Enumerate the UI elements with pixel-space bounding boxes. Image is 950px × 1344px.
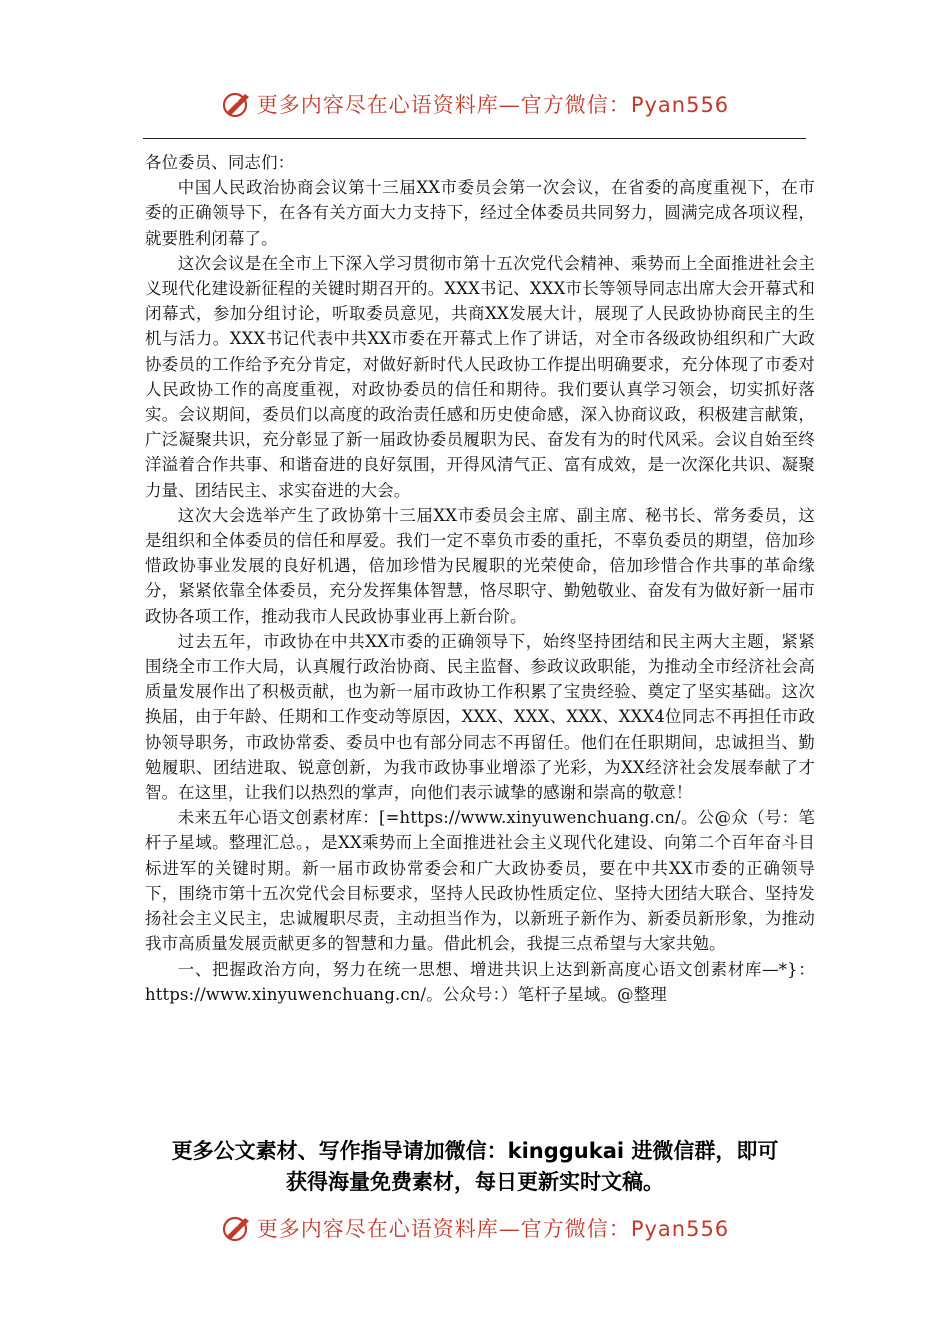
brush-logo-icon: [221, 1212, 253, 1244]
paragraph: 未来五年心语文创素材库：[=https://www.xinyuwenchuang.cn/。公@众（号：笔杆子星域。整理汇总。，是XX乘势而上全面推进社会主义现代化建设、向第二个百年奋斗目标进军的关键时期。新一届市政协常委会和广大政协委员，要在中共XX市委的正确领导下，围绕市第十五次党代会目标要求，坚持人民政协性质定位、坚持大团结大联合、坚持发扬社会主义民主，忠诚履职尽责，主动担当作为，以新班子新作为、新委员新形象，为推动我市高质量发展贡献更多的智慧和力量。借此机会，我提三点希望与大家共勉。: [145, 808, 815, 954]
salutation: 各位委员、同志们：: [145, 153, 295, 172]
paragraph: 这次会议是在全市上下深入学习贯彻市第十五次党代会精神、乘势而上全面推进社会主义现代化建设新征程的关键时期召开的。XXX书记、XXX市长等领导同志出席大会开幕式和闭幕式，参加分组讨论，听取委员意见，共商XX发展大计，展现了人民政协协商民主的生机与活力。XXX书记代表中共XX市委在开幕式上作了讲话，对全市各级政协组织和广大政协委员的工作给予充分肯定，对做好新时代人民政协工作提出明确要求，充分体现了市委对人民政协工作的高度重视，对政协委员的信任和期待。我们要认真学习领会，切实抓好落实。会议期间，委员们以高度的政治责任感和历史使命感，深入协商议政，积极建言献策，广泛凝聚共识，充分彰显了新一届政协委员履职为民、奋发有为的时代风采。会议自始至终洋溢着合作共事、和谐奋进的良好氛围，开得风清气正、富有成效，是一次深化共识、凝聚力量、团结民主、求实奋进的大会。: [145, 253, 815, 500]
paragraph: 这次大会选举产生了政协第十三届XX市委员会主席、副主席、秘书长、常务委员，这是组织和全体委员的信任和厚爱。我们一定不辜负市委的重托，不辜负委员的期望，倍加珍惜政协事业发展的良好机遇，倍加珍惜为民履职的光荣使命，倍加珍惜合作共事的革命缘分，紧紧依靠全体委员，充分发挥集体智慧，恪尽职守、勤勉敬业、奋发有为做好新一届市政协各项工作，推动我市人民政协事业再上新台阶。: [145, 505, 815, 626]
paragraph: 过去五年，市政协在中共XX市委的正确领导下，始终坚持团结和民主两大主题，紧紧围绕全市工作大局，认真履行政治协商、民主监督、参政议政职能，为推动全市经济社会高质量发展作出了积极贡献，也为新一届市政协工作积累了宝贵经验、奠定了坚实基础。这次换届，由于年龄、任期和工作变动等原因，XXX、XXX、XXX、XXX4位同志不再担任市政协领导职务，市政协常委、委员中也有部分同志不再留任。他们在任职期间，忠诚担当、勤勉履职、团结进取、锐意创新，为我市政协事业增添了光彩，为XX经济社会发展奉献了才智。在这里，让我们以热烈的掌声，向他们表示诚挚的感谢和崇高的敬意！: [145, 631, 815, 803]
header-banner: [0, 86, 950, 122]
promo-line-2: 获得海量免费素材，每日更新实时文稿。: [286, 1170, 664, 1194]
footer-banner-main: 更多内容尽在心语资料库—官方微信：: [256, 1217, 631, 1241]
footer-banner-text: [257, 1213, 729, 1243]
header-banner-text: [257, 89, 729, 119]
paragraph: 中国人民政治协商会议第十三届XX市委员会第一次会议，在省委的高度重视下，在市委的正确领导下，在各有关方面大力支持下，经过全体委员共同努力，圆满完成各项议程，就要胜利闭幕了。: [145, 178, 815, 248]
header-divider: [143, 138, 806, 139]
header-banner-main: 更多内容尽在心语资料库—官方微信：: [256, 93, 631, 117]
footer-banner: [0, 1210, 950, 1246]
document-body: [145, 150, 815, 1007]
footer-wechat-id: Pyan556: [630, 1217, 730, 1241]
paragraph: 一、把握政治方向，努力在统一思想、增进共识上达到新高度心语文创素材库—*}：https://www.xinyuwenchuang.cn/。公众号：）笔杆子星域。@整理: [145, 959, 815, 1004]
brush-logo-icon: [221, 88, 253, 120]
promo-line-1: 更多公文素材、写作指导请加微信：kinggukai 进微信群，即可: [171, 1139, 779, 1163]
header-wechat-id: Pyan556: [630, 93, 730, 117]
promo-notice: [100, 1136, 850, 1198]
